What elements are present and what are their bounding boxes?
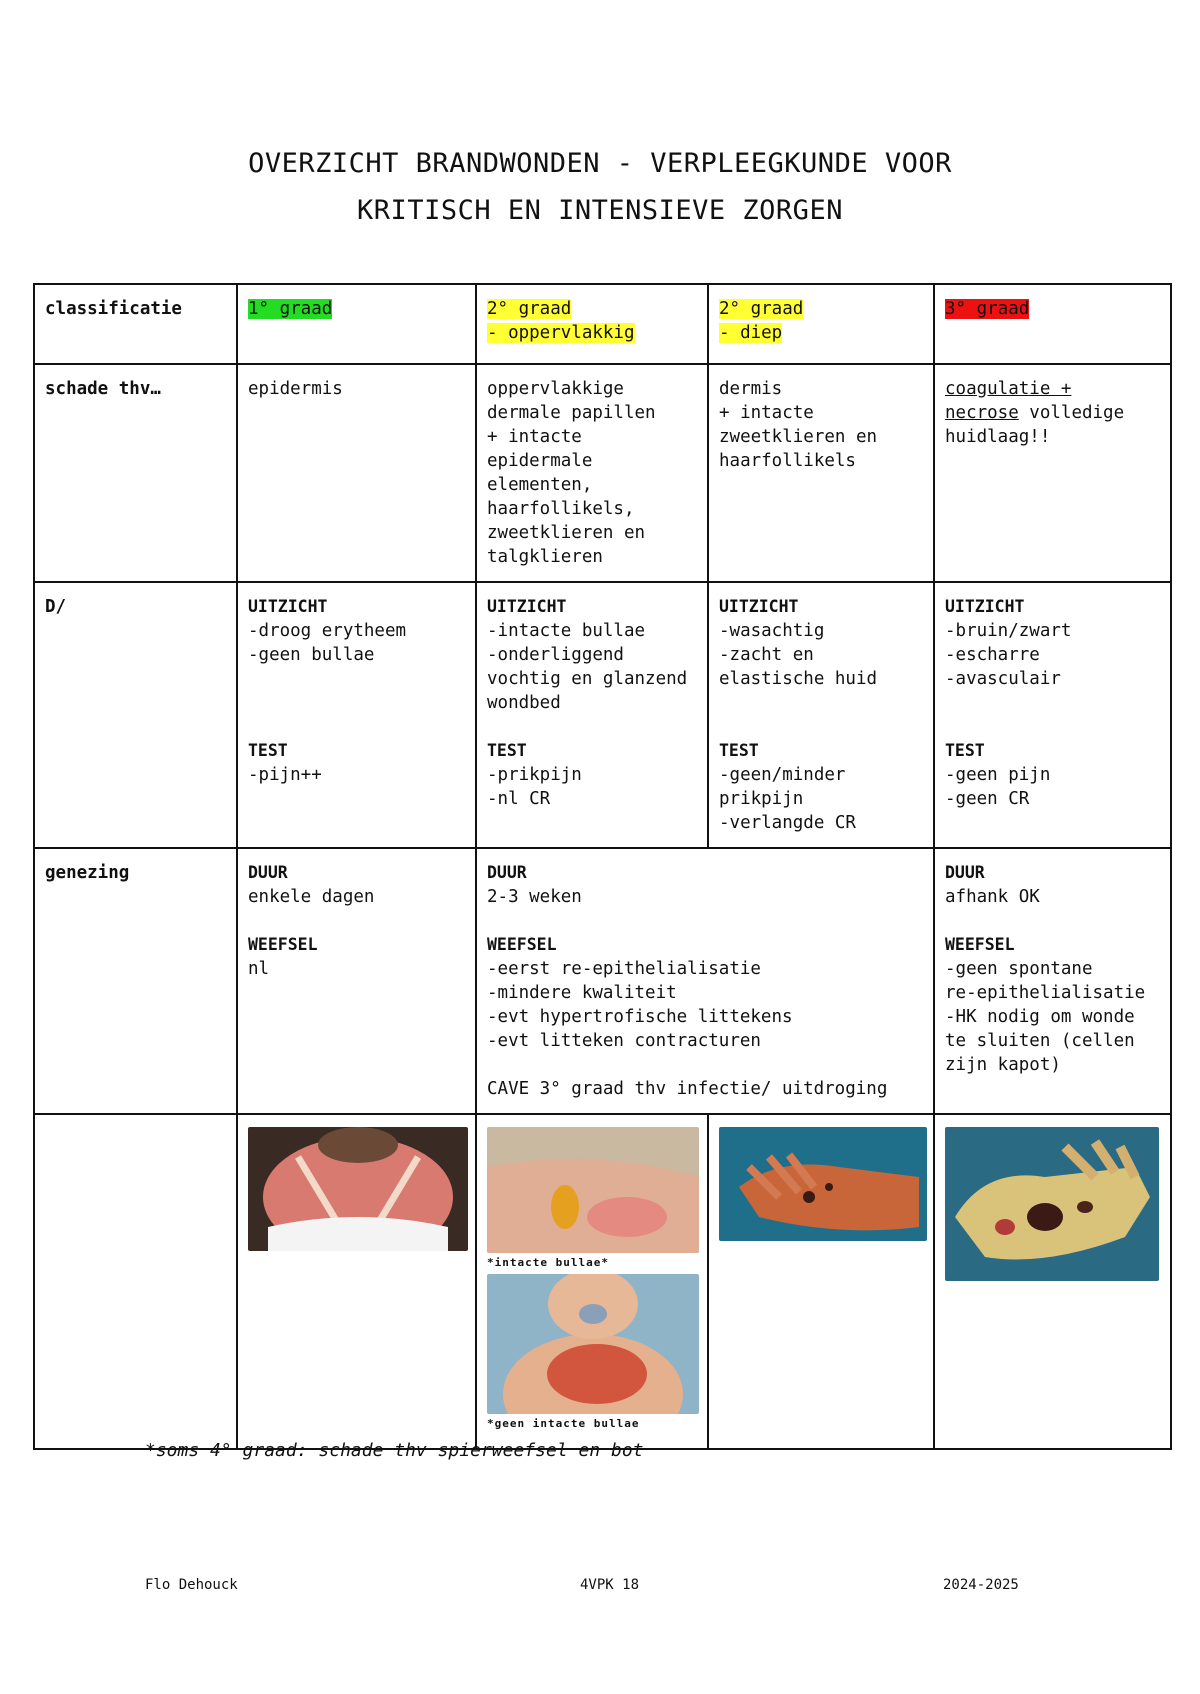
schade-grade2b: dermis + intacte zweetklieren en haarfollikels	[708, 364, 934, 582]
page-title-line2: KRITISCH EN INTENSIEVE ZORGEN	[357, 195, 843, 226]
caption-geen-intacte-bullae: *geen intacte bullae	[487, 1417, 640, 1430]
schade-grade2a: oppervlakkige dermale papillen + intacte epidermale elementen, haarfollikels, zweetklieren en talgklieren	[476, 364, 708, 582]
row-label-schade: schade thv…	[34, 364, 237, 582]
grade3-label: 3° graad	[945, 299, 1030, 319]
deep-partial-hand-photo	[719, 1127, 927, 1241]
footer-author: Flo Dehouck	[145, 1577, 238, 1593]
diagnose-grade3: UITZICHT -bruin/zwart -escharre -avasculair TEST -geen pijn -geen CR	[934, 582, 1171, 848]
genezing-grade2: DUUR 2-3 weken WEEFSEL -eerst re-epithelialisatie -mindere kwaliteit -evt hypertrofische littekens -evt litteken contracturen CAVE 3° graad thv infectie/ uitdroging	[476, 848, 934, 1114]
header-cell-grade2-superficial	[476, 284, 708, 364]
grade2b-label: 2° graad	[719, 299, 804, 319]
grade2a-label: 2° graad	[487, 299, 572, 319]
page-title-line1: OVERZICHT BRANDWONDEN - VERPLEEGKUNDE VOOR	[248, 148, 952, 179]
diagnose-grade1: UITZICHT -droog erytheem -geen bullae TEST -pijn++	[237, 582, 476, 848]
table-row-images	[34, 1114, 1171, 1449]
row-label-diagnose: D/	[34, 582, 237, 848]
table-row-schade	[34, 364, 1171, 582]
image-cell-grade1	[237, 1114, 476, 1449]
diagnose-grade2a: UITZICHT -intacte bullae -onderliggend vochtig en glanzend wondbed TEST -prikpijn -nl CR	[476, 582, 708, 848]
header-cell-grade1	[237, 284, 476, 364]
row-label-genezing: genezing	[34, 848, 237, 1114]
image-cell-grade2b	[708, 1114, 934, 1449]
header-cell-grade3	[934, 284, 1171, 364]
full-thickness-hand-photo	[945, 1127, 1159, 1281]
genezing-grade1: DUUR enkele dagen WEEFSEL nl	[237, 848, 476, 1114]
burn-overview-table	[33, 283, 1172, 1450]
grade2a-sublabel: - oppervlakkig	[487, 323, 635, 343]
table-row-diagnose	[34, 582, 1171, 848]
grade2b-sublabel: - diep	[719, 323, 783, 343]
image-cell-grade2a	[476, 1114, 708, 1449]
empty-cell	[34, 1114, 237, 1449]
header-cell-grade2-deep	[708, 284, 934, 364]
diagnose-grade2b: UITZICHT -wasachtig -zacht en elastische huid TEST -geen/minder prikpijn -verlangde CR	[708, 582, 934, 848]
image-cell-grade3	[934, 1114, 1171, 1449]
footer-class: 4VPK 18	[580, 1577, 640, 1593]
child-burn-photo	[487, 1274, 699, 1414]
grade1-label: 1° graad	[248, 299, 333, 319]
genezing-grade3: DUUR afhank OK WEEFSEL -geen spontane re-epithelialisatie -HK nodig om wonde te sluiten (cellen zijn kapot)	[934, 848, 1171, 1114]
footer-year: 2024-2025	[943, 1577, 1019, 1593]
table-row-genezing	[34, 848, 1171, 1114]
schade-grade1: epidermis	[237, 364, 476, 582]
row-label-classificatie: classificatie	[34, 284, 237, 364]
cave-note: CAVE 3° graad thv infectie/ uitdroging	[487, 1079, 888, 1099]
caption-intact-bullae: *intacte bullae*	[487, 1256, 609, 1269]
schade-grade3: coagulatie + necrose volledige huidlaag!!	[934, 364, 1171, 582]
intact-blister-photo	[487, 1127, 699, 1253]
table-row-header	[34, 284, 1171, 364]
footnote-grade4: *soms 4° graad: schade thv spierweefsel en bot	[145, 1440, 644, 1461]
sunburn-back-photo	[248, 1127, 468, 1251]
